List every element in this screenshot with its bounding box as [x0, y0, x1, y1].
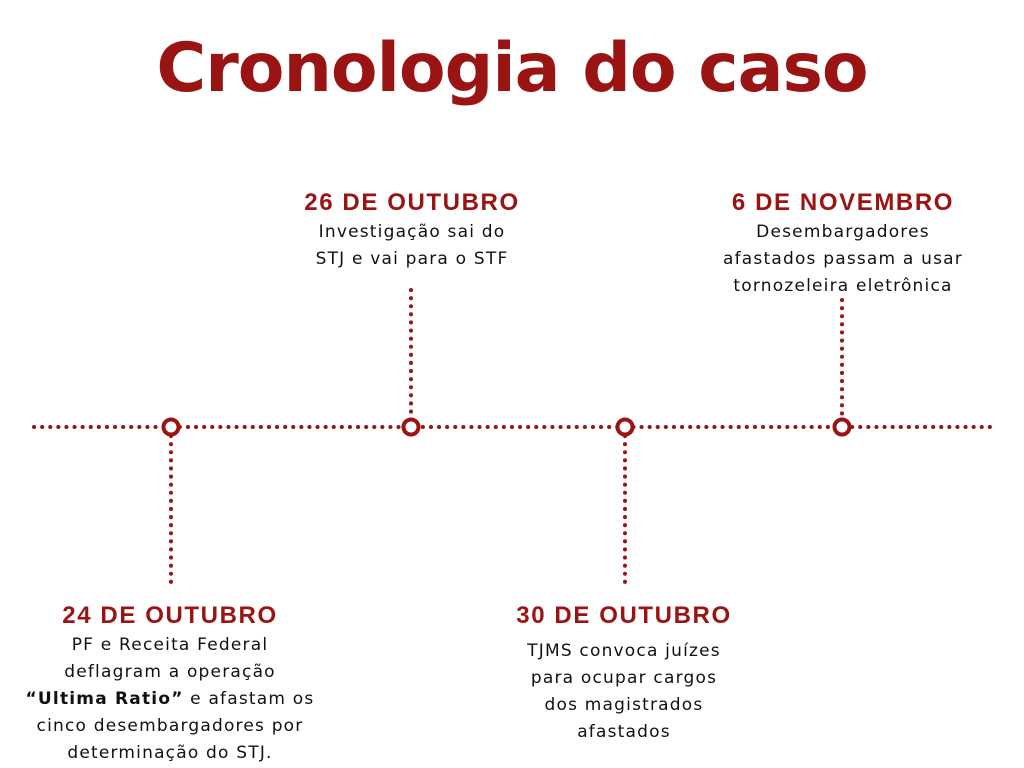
event-text-part: deflagram a operação — [64, 662, 276, 682]
marker-26-outubro — [404, 420, 419, 435]
event-date: 26 DE OUTUBRO — [304, 189, 520, 216]
event-text-line: Desembargadores — [756, 222, 930, 242]
event-date: 6 DE NOVEMBRO — [731, 189, 955, 216]
event-text-part: PF e Receita Federal — [71, 635, 269, 655]
event-description — [494, 638, 754, 746]
event-6-novembro — [703, 187, 983, 300]
marker-30-outubro — [618, 420, 633, 435]
event-date: 24 DE OUTUBRO — [62, 602, 278, 629]
operation-name: “Ultima Ratio” — [25, 689, 184, 709]
event-description — [703, 219, 983, 300]
event-text-line: tornozeleira eletrônica — [733, 276, 953, 296]
event-date: 30 DE OUTUBRO — [516, 602, 732, 629]
event-description — [282, 219, 542, 273]
event-24-outubro — [20, 600, 320, 767]
event-text-part: e afastam os cinco desembargadores por determinação do STJ. — [36, 689, 315, 763]
event-text-line: STJ e vai para o STF — [315, 249, 509, 269]
event-text-line: dos magistrados — [544, 695, 704, 715]
event-text-line: afastados — [577, 722, 671, 742]
marker-24-outubro — [164, 420, 179, 435]
page-title: Cronologia do caso — [156, 29, 868, 108]
event-text-line: TJMS convoca juízes — [527, 641, 721, 661]
event-26-outubro — [282, 187, 542, 273]
marker-6-novembro — [835, 420, 850, 435]
event-description — [20, 632, 320, 767]
event-text-line: afastados passam a usar — [723, 249, 963, 269]
event-text-line: Investigação sai do — [318, 222, 506, 242]
event-text-line: para ocupar cargos — [530, 668, 718, 688]
event-30-outubro — [494, 600, 754, 746]
